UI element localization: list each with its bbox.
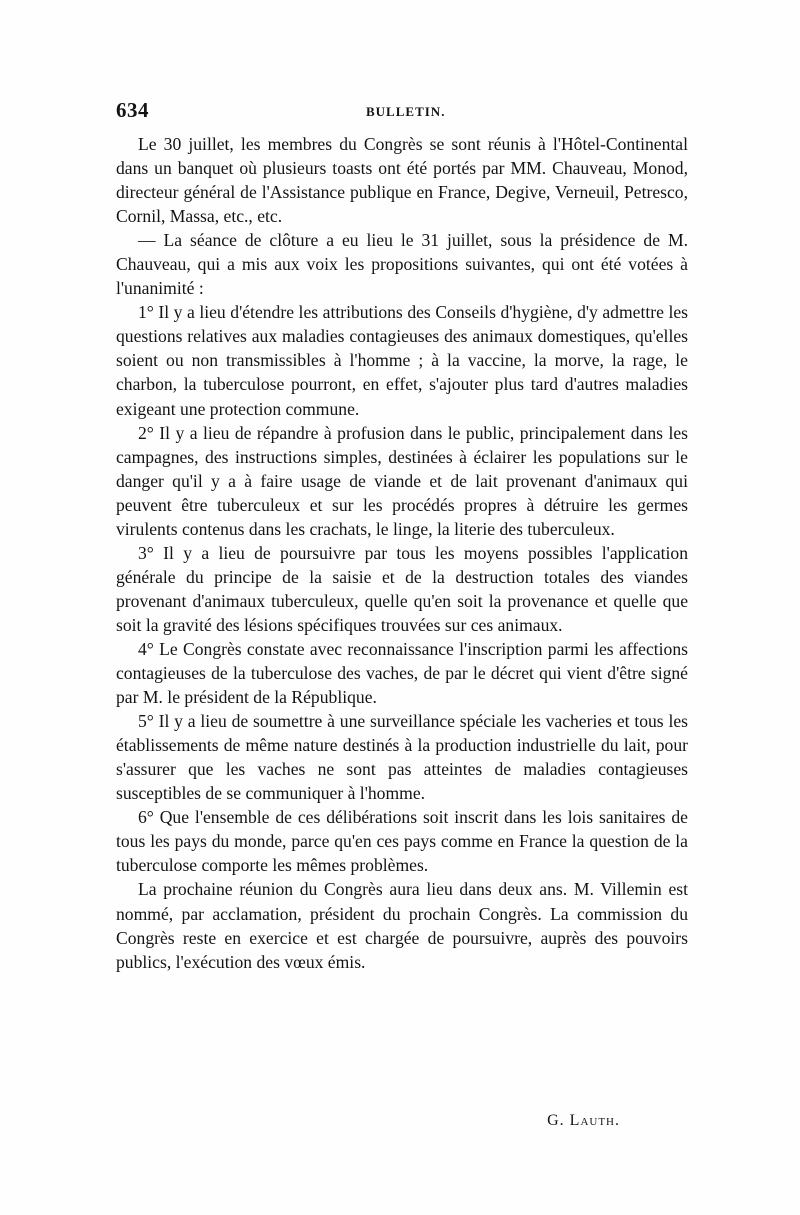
signature-surname: Lauth.	[569, 1112, 620, 1129]
running-head: BULLETIN.	[366, 104, 446, 119]
paragraph-closing-session: — La séance de clôture a eu lieu le 31 juillet, sous la présidence de M. Chauveau, qui a mis aux voix les propositions suivantes, qui ont été votées à l'unanimité :	[116, 230, 688, 299]
proposition-3: 3° Il y a lieu de poursuivre par tous les moyens possibles l'application générale du principe de la saisie et de la destruction totales des viandes provenant d'animaux tuberculeux, quelle qu'en soit la provenance et quelle que soit la gravité des lésions spécifiques trouvées sur ces animaux.	[116, 542, 688, 635]
page-number: 634	[116, 98, 149, 122]
signature-initial: G.	[547, 1112, 565, 1129]
signature	[547, 1112, 620, 1130]
proposition-4: 4° Le Congrès constate avec reconnaissance l'inscription parmi les affections contagieuses de la tuberculose des vaches, de par le décret qui vient d'être signé par M. le président de la République.	[116, 638, 688, 708]
page-header	[116, 98, 688, 128]
paragraph-banquet: Le 30 juillet, les membres du Congrès se sont réunis à l'Hôtel-Continental dans un banquet où plusieurs toasts ont été portés par MM. Chauveau, Monod, directeur général de l'Assistance publique en France, Degive, Verneuil, Petresco, Cornil, Massa, etc., etc.	[116, 134, 688, 227]
paragraph-next-meeting: La prochaine réunion du Congrès aura lieu dans deux ans. M. Villemin est nommé, par acclamation, président du prochain Congrès. La commission du Congrès reste en exercice et est chargée de poursuivre, auprès des pouvoirs publics, l'exécution des vœux émis.	[116, 879, 688, 972]
proposition-5: 5° Il y a lieu de soumettre à une surveillance spéciale les vacheries et tous les établissements de même nature destinés à la production industrielle du lait, pour s'assurer que les vaches ne sont pas atteintes de maladies contagieuses susceptibles de se communiquer à l'homme.	[116, 711, 688, 804]
proposition-6: 6° Que l'ensemble de ces délibérations soit inscrit dans les lois sanitaires de tous les pays du monde, parce qu'en ces pays comme en France la question de la tuberculose comporte les mêmes problèmes.	[116, 807, 688, 876]
body-text	[116, 132, 688, 974]
proposition-1: 1° Il y a lieu d'étendre les attributions des Conseils d'hygiène, d'y admettre les questions relatives aux maladies contagieuses des animaux domestiques, qu'elles soient ou non transmissibles à l'homme ; à la vaccine, la morve, la rage, le charbon, la tuberculose pourront, en effet, s'ajouter plus tard d'autres maladies exigeant une protection commune.	[116, 302, 688, 419]
proposition-2: 2° Il y a lieu de répandre à profusion dans le public, principalement dans les campagnes, des instructions simples, destinées à éclairer les populations sur le danger qu'il y a à faire usage de viande et de lait provenant d'animaux qui peuvent être tuberculeux et sur les procédés propres à détruire les germes virulents contenus dans les crachats, le linge, la literie des tuberculeux.	[116, 422, 688, 539]
